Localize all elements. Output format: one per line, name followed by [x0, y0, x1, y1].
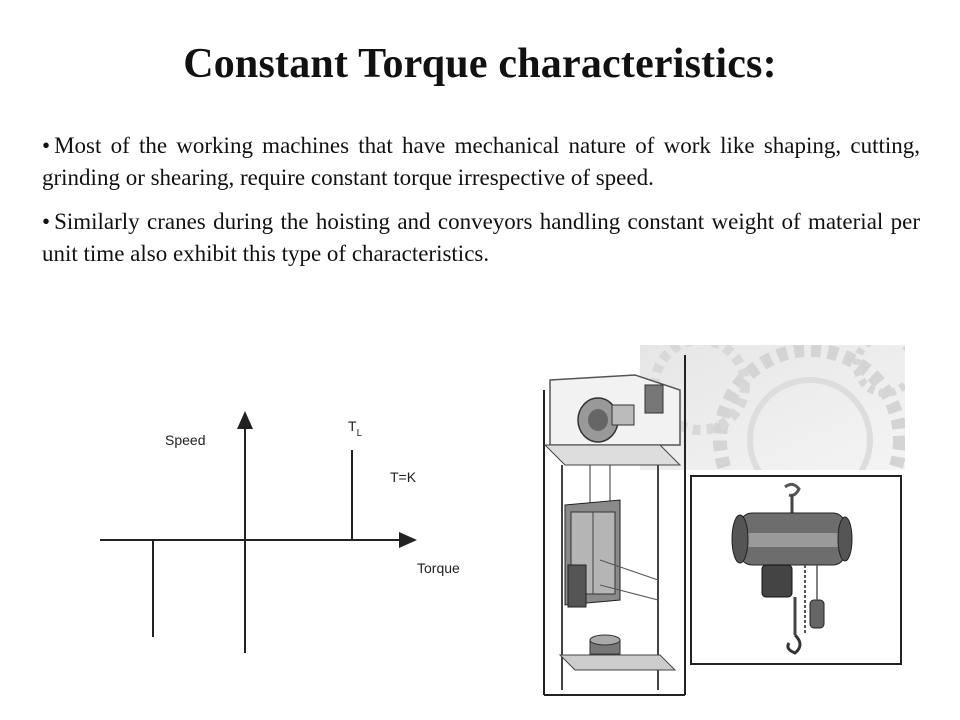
- bullet-item: [42, 206, 920, 270]
- bullet-list: [42, 130, 920, 282]
- torque-axis-label: Torque: [417, 560, 460, 576]
- bullet-text: Similarly cranes during the hoisting and conveyors handling constant weight of material per unit time also exhibit this type of characteristics.: [42, 209, 920, 266]
- bullet-text: Most of the working machines that have mechanical nature of work like shaping, cutting, grinding or shearing, require constant torque irrespective of speed.: [42, 133, 920, 190]
- bullet-dot: •: [42, 133, 51, 158]
- slide-title: Constant Torque characteristics:: [183, 41, 777, 87]
- bullet-dot: •: [42, 209, 51, 234]
- chain-hoist-image: [690, 475, 902, 665]
- tl-subscript: L: [356, 428, 363, 439]
- speed-axis-label: Speed: [165, 432, 206, 448]
- constant-torque-label: T=K: [390, 469, 417, 485]
- tl-label: [348, 418, 363, 439]
- speed-torque-diagram: [90, 395, 490, 660]
- elevator-illustration: [540, 350, 690, 700]
- bullet-item: [42, 130, 920, 194]
- tl-main: T: [348, 418, 357, 434]
